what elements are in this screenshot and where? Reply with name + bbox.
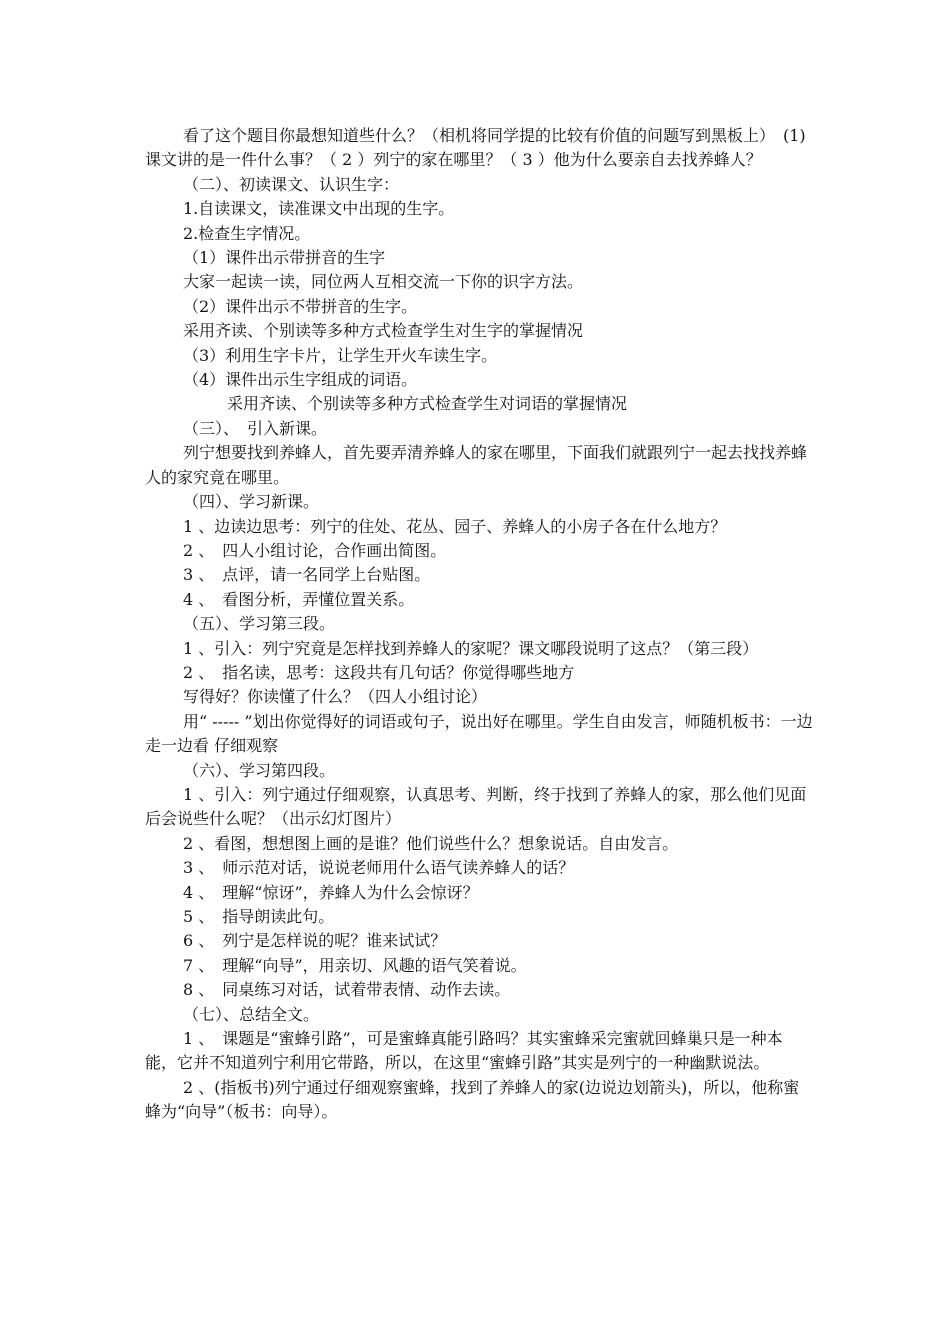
paragraph: 1 、边读边思考：列宁的住处、花丛、园子、养蜂人的小房子各在什么地方？ <box>183 516 727 536</box>
paragraph: 7 、 理解“向导”，用亲切、风趣的语气笑着说。 <box>183 955 527 975</box>
paragraph: （四）、学习新课。 <box>183 492 320 512</box>
paragraph: 5 、 指导朗读此句。 <box>183 907 335 926</box>
paragraph: 2 、 四人小组讨论，合作画出简图。 <box>183 540 447 560</box>
paragraph: 2 、(指板书)列宁通过仔细观察蜜蜂，找到了养蜂人的家(边说边划箭头)，所以，他称蜜蜂为“向导”（板书：向导）。 <box>145 1077 800 1122</box>
paragraph: （五）、学习第三段。 <box>183 614 336 634</box>
paragraph: 看了这个题目你最想知道些什么？（相机将同学提的比较有价值的问题写到黑板上） (1) 课文讲的是一件什么事？（ 2 ）列宁的家在哪里？（ 3 ）他为什么要亲自去找养蜂人？ <box>145 126 806 170</box>
paragraph: 采用齐读、个别读等多种方式检查学生对词语的掌握情况 <box>227 394 628 414</box>
paragraph: （六）、学习第四段。 <box>183 760 336 780</box>
paragraph: （4）课件出示生字组成的词语。 <box>183 370 418 390</box>
paragraph: （七）、总结全文。 <box>183 1004 320 1024</box>
paragraph: （3）利用生字卡片，让学生开火车读生字。 <box>183 345 498 365</box>
paragraph: 1 、引入：列宁通过仔细观察，认真思考、判断，终于找到了养蜂人的家，那么他们见面后会说些什么呢？（出示幻灯图片） <box>145 784 807 829</box>
paragraph: 1.自读课文，读准课文中出现的生字。 <box>183 199 455 219</box>
paragraph: 用“ ----- ”划出你觉得好的词语或句子，说出好在哪里。学生自由发言，师随机板书：一边走一边看 仔细观察 <box>145 711 813 756</box>
paragraph: 2 、看图，想想图上画的是谁？他们说些什么？想象说话。自由发言。 <box>183 833 679 853</box>
paragraph: 8 、 同桌练习对话，试着带表情、动作去读。 <box>183 980 511 1000</box>
paragraph: 采用齐读、个别读等多种方式检查学生对生字的掌握情况 <box>183 321 584 341</box>
paragraph: 4 、 理解“惊讶”，养蜂人为什么会惊讶？ <box>183 882 479 902</box>
paragraph: 6 、 列宁是怎样说的呢？谁来试试？ <box>183 931 447 951</box>
paragraph: 3 、 点评，请一名同学上台贴图。 <box>183 565 431 585</box>
paragraph: 写得好？你读懂了什么？（四人小组讨论） <box>183 687 488 707</box>
paragraph: 大家一起读一读，同位两人互相交流一下你的识字方法。 <box>183 272 584 292</box>
paragraph: 4 、 看图分析，弄懂位置关系。 <box>183 589 415 609</box>
paragraph: 1 、 课题是“蜜蜂引路”，可是蜜蜂真能引路吗？其实蜜蜂采完蜜就回蜂巢只是一种本能，它并不知道列宁利用它带路，所以，在这里“蜜蜂引路”其实是列宁的一种幽默说法。 <box>145 1029 783 1073</box>
paragraph: 2.检查生字情况。 <box>183 223 311 243</box>
paragraph: 2 、 指名读，思考：这段共有几句话？你觉得哪些地方 <box>183 662 575 682</box>
paragraph: （1）课件出示带拼音的生字 <box>183 248 386 268</box>
paragraph: （三）、 引入新课。 <box>183 418 328 438</box>
paragraph: 3 、 师示范对话，说说老师用什么语气读养蜂人的话？ <box>183 858 575 878</box>
paragraph: （2）课件出示不带拼音的生字。 <box>183 296 418 316</box>
document-body <box>145 124 813 1125</box>
paragraph: （二）、初读课文、认识生字： <box>183 174 400 194</box>
paragraph: 1 、引入：列宁究竟是怎样找到养蜂人的家呢？课文哪段说明了这点？（第三段） <box>183 638 759 658</box>
paragraph: 列宁想要找到养蜂人，首先要弄清养蜂人的家在哪里，下面我们就跟列宁一起去找找养蜂人的家究竟在哪里。 <box>145 443 808 487</box>
